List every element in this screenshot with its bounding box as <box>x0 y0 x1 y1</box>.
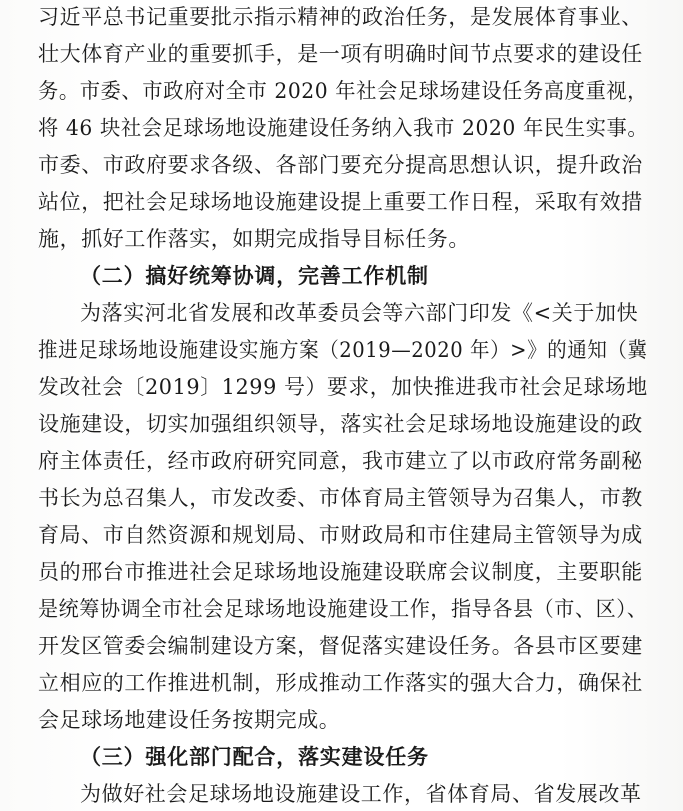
body-text-line: 壮大体育产业的重要抓手，是一项有明确时间节点要求的建设任 <box>38 42 643 66</box>
body-text-line: 育局、市自然资源和规划局、市财政局和市住建局主管领导为成 <box>38 523 643 547</box>
section-heading-3: （三）强化部门配合，落实建设任务 <box>80 744 429 769</box>
body-text-line: 书长为总召集人，市发改委、市体育局主管领导为召集人，市教 <box>38 486 643 510</box>
body-text-line: 习近平总书记重要批示指示精神的政治任务，是发展体育事业、 <box>38 5 643 29</box>
body-text-line: 推进足球场地设施建设实施方案（2019—2020 年）>》的通知（冀 <box>38 338 648 362</box>
paragraph-first-line: 为做好社会足球场地设施建设工作，省体育局、省发展改革 <box>80 782 642 806</box>
body-text-line: 设施建设，切实加强组织领导，落实社会足球场地设施建设的政 <box>38 412 643 436</box>
body-text-line: 是统筹协调全市社会足球场地设施建设工作，指导各县（市、区）、 <box>38 597 648 621</box>
body-text-line: 立相应的工作推进机制，形成推动工作落实的强大合力，确保社 <box>38 671 643 695</box>
body-text-line: 站位，把社会足球场地设施建设提上重要工作日程，采取有效措 <box>38 190 643 214</box>
body-text-line: 务。市委、市政府对全市 2020 年社会足球场建设任务高度重视， <box>38 79 649 103</box>
body-text-line: 员的邢台市推进社会足球场地设施建设联席会议制度，主要职能 <box>38 560 643 584</box>
section-heading-2: （二）搞好统筹协调，完善工作机制 <box>80 263 429 288</box>
paragraph-first-line: 为落实河北省发展和改革委员会等六部门印发《<关于加快 <box>80 301 639 325</box>
body-text-line: 施，抓好工作落实，如期完成指导目标任务。 <box>38 227 470 251</box>
body-text-line: 会足球场地建设任务按期完成。 <box>38 708 341 732</box>
body-text-line: 开发区管委会编制建设方案，督促落实建设任务。各县市区要建 <box>38 634 643 658</box>
body-text-line: 发改社会〔2019〕1299 号）要求，加快推进我市社会足球场地 <box>38 375 648 399</box>
body-text-line: 府主体责任，经市政府研究同意，我市建立了以市政府常务副秘 <box>38 449 643 473</box>
body-text-line: 将 46 块社会足球场地设施建设任务纳入我市 2020 年民生实事。 <box>38 116 649 140</box>
body-text-line: 市委、市政府要求各级、各部门要充分提高思想认识，提升政治 <box>38 153 643 177</box>
